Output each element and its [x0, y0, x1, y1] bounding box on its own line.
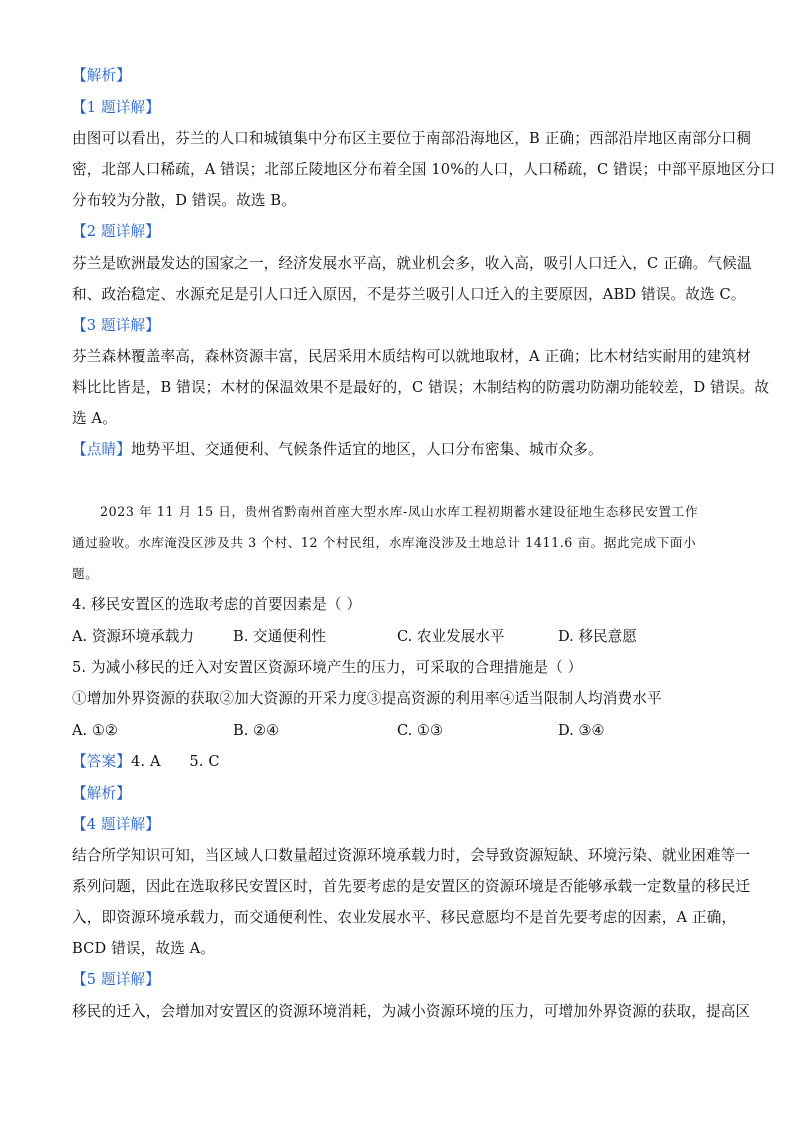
q4-explanation-line: 系列问题，因此在选取移民安置区时，首先要考虑的是安置区的资源环境是否能够承载一定数量的移民迁: [72, 878, 751, 895]
q1-explanation-line: 分布较为分散，D 错误。故选 B。: [72, 192, 296, 209]
q4-explanation-line: 入，即资源环境承载力，而交通便利性、农业发展水平、移民意愿均不是首先要考虑的因素，A 正确，: [72, 909, 737, 926]
answer-heading: 【答案】: [72, 753, 131, 770]
q1-explanation-line: 由图可以看出，芬兰的人口和城镇集中分布区主要位于南部沿海地区，B 正确；西部沿岸地区南部分口稠: [72, 130, 752, 147]
analysis-heading: 【解析】: [72, 67, 131, 84]
q4-explanation-line: BCD 错误，故选 A。: [72, 940, 216, 957]
q4-option-c: C. 农业发展水平: [397, 628, 505, 645]
q4-option-d: D. 移民意愿: [558, 628, 637, 645]
key-point-text: 地势平坦、交通便利、气候条件适宜的地区，人口分布密集、城市众多。: [130, 441, 603, 458]
q4-option-a: A. 资源环境承载力: [72, 628, 194, 645]
q4-stem: 4. 移民安置区的选取考虑的首要因素是（ ）: [72, 596, 362, 613]
q5-stem: 5. 为减小移民的迁入对安置区资源环境产生的压力，可采取的合理措施是（ ）: [72, 659, 583, 676]
q3-explanation-line: 芬兰森林覆盖率高，森林资源丰富，民居采用木质结构可以就地取材，A 正确；比木材结实耐用的建筑材: [72, 348, 751, 365]
q2-explanation-line: 和、政治稳定、水源充足是引人口迁入原因，不是芬兰吸引人口迁入的主要原因，ABD 错误。故选 C。: [72, 286, 746, 303]
q4-option-b: B. 交通便利性: [233, 628, 326, 645]
q2-detail-heading: 【2 题详解】: [72, 223, 160, 240]
q5-measures: ①增加外界资源的获取②加大资源的开采力度③提高资源的利用率④适当限制人均消费水平: [72, 690, 662, 707]
q3-explanation-line: 选 A。: [72, 410, 117, 427]
passage-line: 通过验收。水库淹没区涉及共 3 个村、12 个村民组，水库淹没涉及土地总计 1411.6 亩。据此完成下面小: [72, 535, 697, 550]
q3-detail-heading: 【3 题详解】: [72, 317, 160, 334]
q1-detail-heading: 【1 题详解】: [72, 99, 160, 116]
q2-explanation-line: 芬兰是欧洲最发达的国家之一，经济发展水平高，就业机会多，收入高，吸引人口迁入，C 正确。气候温: [72, 255, 752, 272]
q5-detail-heading: 【5 题详解】: [72, 971, 160, 988]
q5-option-d: D. ③④: [558, 722, 605, 739]
passage-line: 2023 年 11 月 15 日，贵州省黔南州首座大型水库-凤山水库工程初期蓄水建设征地生态移民安置工作: [100, 504, 699, 519]
answer-text: 4. A 5. C: [130, 753, 220, 770]
q1-explanation-line: 密，北部人口稀疏，A 错误；北部丘陵地区分布着全国 10%的人口，人口稀疏，C 错误；中部平原地区分口: [72, 161, 776, 178]
key-point-heading: 【点睛】: [72, 441, 131, 458]
q5-option-a: A. ①②: [72, 722, 118, 739]
key-point-line: [72, 440, 603, 460]
q4-detail-heading: 【4 题详解】: [72, 816, 160, 833]
passage-line: 题。: [72, 566, 99, 581]
q4-explanation-line: 结合所学知识可知，当区域人口数量超过资源环境承载力时，会导致资源短缺、环境污染、就业困难等一: [72, 847, 751, 864]
q3-explanation-line: 料比比皆是，B 错误；木材的保温效果不是最好的，C 错误；木制结构的防震功防潮功能较差，D 错误。故: [72, 379, 770, 396]
q5-explanation-line: 移民的迁入，会增加对安置区的资源环境消耗，为减小资源环境的压力，可增加外界资源的获取，提高区: [72, 1003, 751, 1020]
answer-line: [72, 752, 220, 772]
q5-option-b: B. ②④: [233, 722, 280, 739]
analysis-heading-2: 【解析】: [72, 785, 131, 802]
q5-option-c: C. ①③: [397, 722, 444, 739]
